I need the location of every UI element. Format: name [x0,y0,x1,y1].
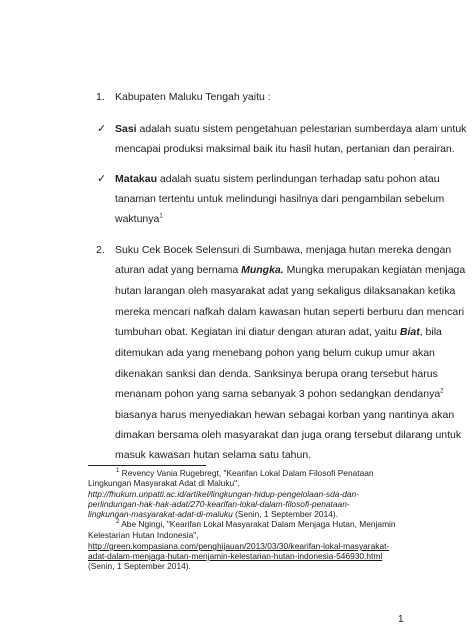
list-number: 1. [96,91,105,103]
bullet-text: waktunya$^1$ [115,213,163,225]
footnote-line: Kelestarian Hutan Indonesia", [88,530,199,540]
paragraph-line: dimakan bersama oleh masyarakat dan juga orang tersebut dilarang untuk [115,429,462,441]
paragraph-line: aturan adat yang bernama Mungka. Mungka merupakan kegiatan menjaga [115,264,466,276]
footnote-link[interactable]: http://green.kompasiana.com/penghijauan/2013/03/30/kearifan-lokal-masyarakat- [88,541,390,551]
bullet-text: tanaman tertentu untuk melindungi hasilnya dari pengambilan sebelum [115,193,445,205]
paragraph-line: menanam pohon yang sama sebanyak 3 pohon sedangkan dendanya$^2$ [115,388,444,400]
bullet-text: Sasi adalah suatu sistem pengetahuan pelestarian sumberdaya alam untuk [115,123,467,135]
footnote-url[interactable]: perlindungan-hak-hak-adat/270-kearifan-lokal-dalam-filosofi-penataan- [88,499,350,509]
paragraph-line: ditemukan ada yang menebang pohon yang belum cukup umur akan [115,347,435,359]
footnote-line: $^1$ Revency Vania Rugebregt, "Kearifan Lokal Dalam Filosofi Penataan [116,468,374,478]
paragraph-line: dikenakan sanksi dan denda. Sanksinya berupa orang tersebut harus [115,368,438,380]
paragraph-line: hutan larangan oleh masyarakat adat yang sekaligus dilaksanakan ketika [115,285,456,297]
checkmark-icon: ✓ [97,173,107,185]
footnote-url[interactable]: http://fhukum.unpatti.ac.id/artikel/lingkungan-hidup-pengelolaan-sda-dan- [88,489,359,499]
bullet-text: mencapai produksi maksimal baik itu hasil hutan, pertanian dan perairan. [115,143,455,155]
footnote-line: $^2$ Abe Ngingi, "Kearifan Lokal Masyarakat Dalam Menjaga Hutan, Menjamin [116,519,396,529]
list-item-text: Kabupaten Maluku Tengah yaitu : [115,91,271,103]
footnote-link[interactable]: adat-dalam-menjaga-hutan-menjamin-kelestarian-hutan-indonesia-546930.html [88,551,383,561]
paragraph-line: biasanya harus menyediakan hewan sebagai korban yang nantinya akan [115,409,455,421]
footnote-line: lingkungan-masyarakat-adat-di-maluku (Senin, 1 September 2014). [88,509,338,519]
footnote-line: Lingkungan Masyarakat Adat di Maluku", [88,478,240,488]
paragraph-line: mereka mencari nafkah dalam kawasan hutan seperti berburu dan mencari [115,306,465,318]
checkmark-icon: ✓ [97,123,107,135]
paragraph-line: tumbuhan obat. Kegiatan ini diatur dengan aturan adat, yaitu Biat, bila [115,326,442,338]
page-number: 1 [398,614,404,625]
footnote-ref[interactable]: 1 [159,213,163,220]
paragraph-line: Suku Cek Bocek Selensuri di Sumbawa, menjaga hutan mereka dengan [115,244,452,256]
footnote-separator [88,465,206,466]
paragraph-line: masuk kawasan hutan selama satu tahun. [115,449,312,461]
list-number: 2. [96,244,105,256]
footnote-url[interactable]: lingkungan-masyarakat-adat-di-maluku [88,509,233,519]
footnote-ref[interactable]: 2 [440,388,444,395]
footnote-line: (Senin, 1 September 2014). [88,561,191,571]
bullet-text: Matakau adalah suatu sistem perlindungan terhadap satu pohon atau [115,173,440,185]
